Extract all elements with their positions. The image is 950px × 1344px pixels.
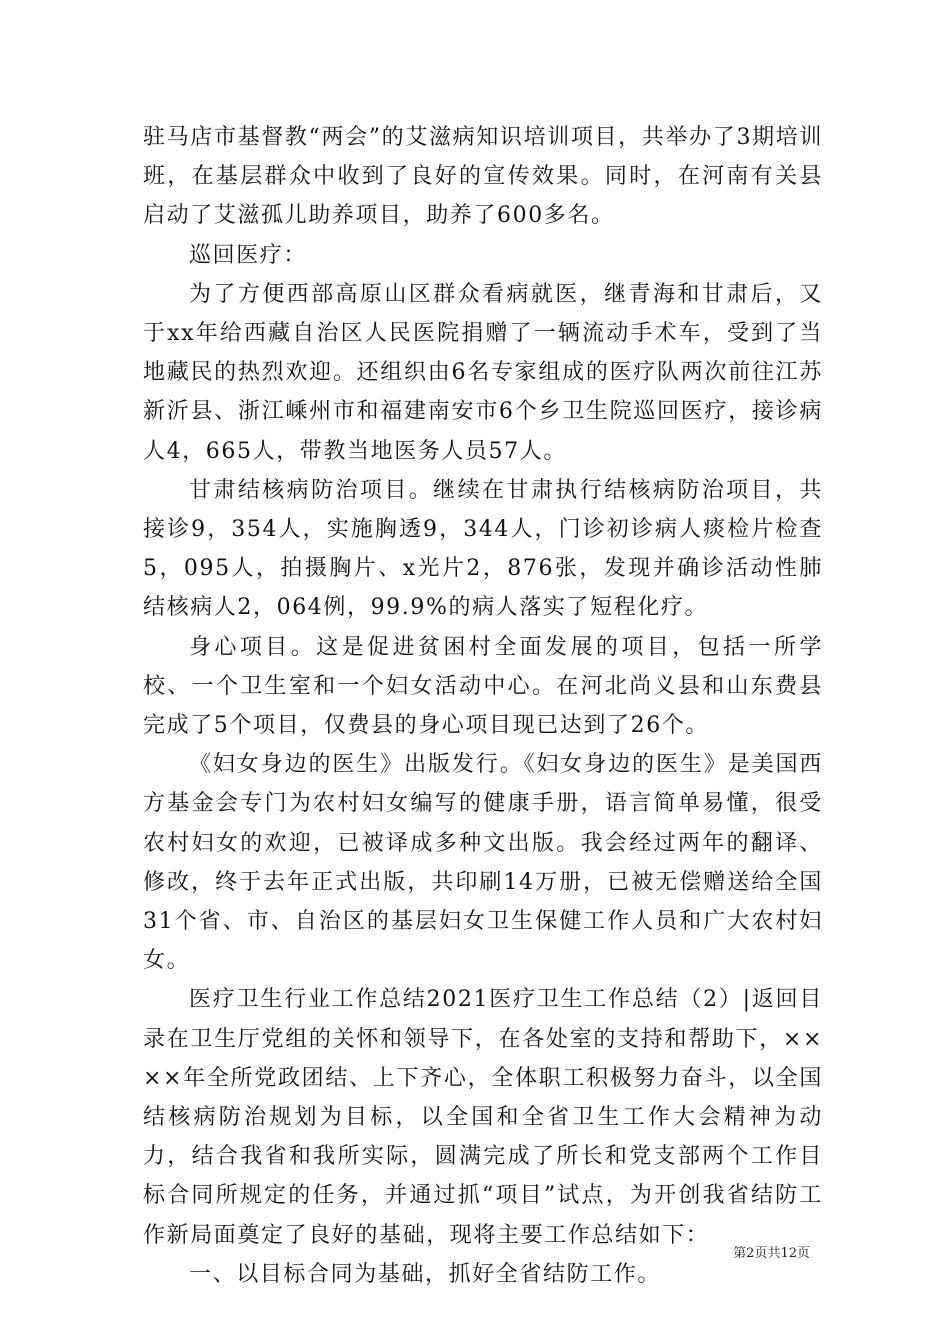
paragraph-aids-training: 驻马店市基督教“两会”的艾滋病知识培训项目，共举办了3期培训班，在基层群众中收到了良好的宣传效果。同时，在河南有关县启动了艾滋孤儿助养项目，助养了600多名。 (143, 125, 823, 229)
document-body (143, 118, 823, 1294)
paragraph-mobile-medical-heading: 巡回医疗： (189, 242, 308, 268)
paragraph-mobile-medical: 为了方便西部高原山区群众看病就医，继青海和甘肃后，又于xx年给西藏自治区人民医院捐赠了一辆流动手术车，受到了当地藏民的热烈欢迎。还组织由6名专家组成的医疗队两次前往江苏新沂县、浙江嵊州市和福建南安市6个乡卫生院巡回医疗，接诊病人4，665人，带教当地医务人员57人。 (143, 281, 823, 464)
page-footer (0, 1244, 950, 1268)
paragraph-gansu-tb-project: 甘肃结核病防治项目。继续在甘肃执行结核病防治项目，共接诊9，354人，实施胸透9，344人，门诊初诊病人痰检片检查5，095人，拍摄胸片、x光片2，876张，发现并确诊活动性肺结核病人2，064例，99.9%的病人落实了短程化疗。 (143, 477, 823, 621)
paragraph-body-mind-project: 身心项目。这是促进贫困村全面发展的项目，包括一所学校、一个卫生室和一个妇女活动中心。在河北尚义县和山东费县完成了5个项目，仅费县的身心项目现已达到了26个。 (143, 634, 823, 739)
paragraph-work-summary: 医疗卫生行业工作总结2021医疗卫生工作总结（2）|返回目录在卫生厅党组的关怀和领导下，在各处室的支持和帮助下，××××年全所党政团结、上下齐心，全体职工积极努力奋斗，以全国结核病防治规划为目标，以全国和全省卫生工作大会精神为动力，结合我省和我所实际，圆满完成了所长和党支部两个工作目标合同所规定的任务，并通过抓“项目”试点，为开创我省结防工作新局面奠定了良好的基础，现将主要工作总结如下： (143, 987, 823, 1248)
page-number: 第2页共12页 (733, 1246, 810, 1261)
paragraph-section-one-heading: 一、以目标合同为基础，抓好全省结防工作。 (189, 1261, 662, 1287)
paragraph-women-doctor-book: 《妇女身边的医生》出版发行。《妇女身边的医生》是美国西方基金会专门为农村妇女编写的健康手册，语言简单易懂，很受农村妇女的欢迎，已被译成多种文出版。我会经过两年的翻译、修改，终于去年正式出版，共印刷14万册，已被无偿赠送给全国31个省、市、自治区的基层妇女卫生保健工作人员和广大农村妇女。 (143, 752, 823, 974)
